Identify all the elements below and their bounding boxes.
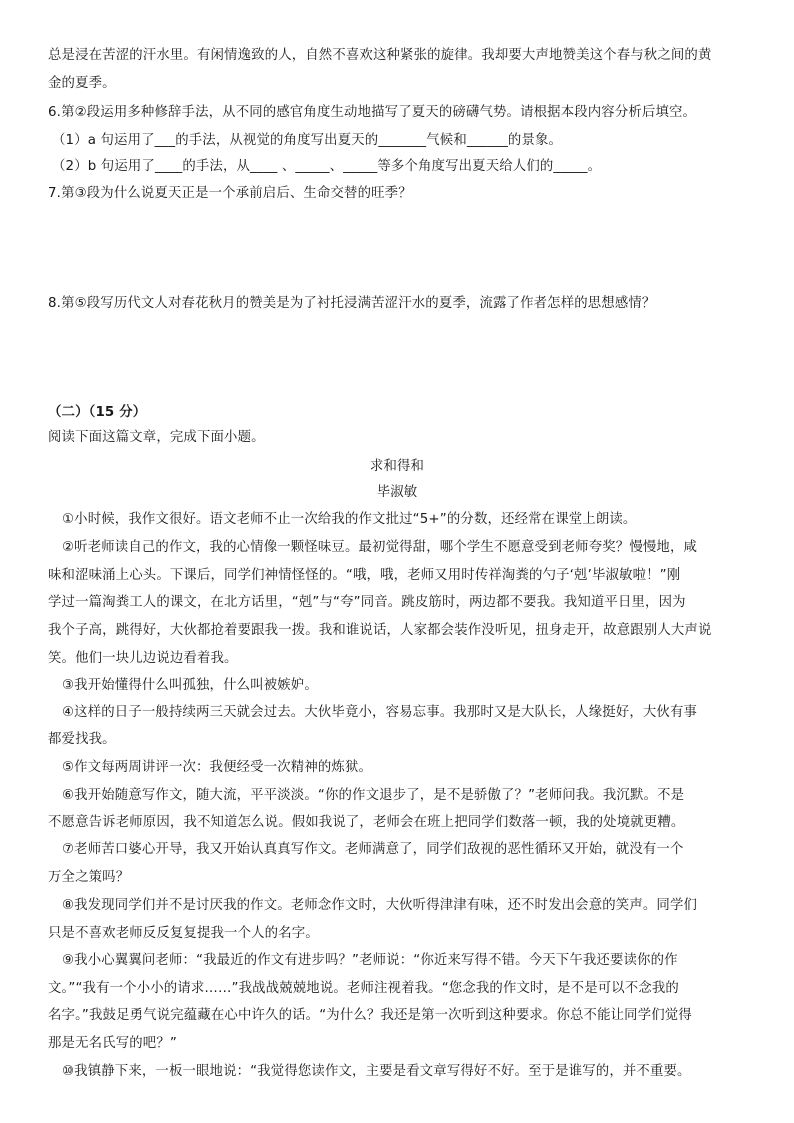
paragraph-5: ⑤作文每两周讲评一次：我便经受一次精神的炼狱。 [62,760,373,775]
question-6-part-1: （1）a 句运用了___的手法，从视觉的角度写出夏天的_______气候和______的景象。 [52,133,563,148]
paragraph-8-line: 只是不喜欢老师反反复复提我一个人的名字。 [48,926,319,941]
question-8: 8.第⑤段写历代文人对春花秋月的赞美是为了衬托浸满苦涩汗水的夏季，流露了作者怎样的思想感情？ [48,296,656,311]
article-title: 求和得和 [369,459,425,474]
paragraph-1: ①小时候，我作文很好。语文老师不止一次给我的作文批过“5+”的分数，还经常在课堂上朗读。 [62,512,637,527]
paragraph-3: ③我开始懂得什么叫孤独，什么叫被嫉妒。 [62,678,318,693]
text-line: 总是浸在苦涩的汗水里。有闲情逸致的人，自然不喜欢这种紧张的旋律。我却要大声地赞美这个春与秋之间的黄 [48,48,712,63]
paragraph-2-line: 学过一篇淘粪工人的课文，在北方话里，“剋”与“夸”同音。跳皮筋时，两边都不要我。我知道平日里，因为 [48,595,686,610]
paragraph-7: ⑦老师苦口婆心开导，我又开始认真真写作文。老师满意了，同学们敌视的恶性循环又开始，就没有一个 [62,842,684,857]
paragraph-7-line: 万全之策吗？ [48,870,130,885]
paragraph-6-line: 不愿意告诉老师原因，我不知道怎么说。假如我说了，老师会在班上把同学们数落一顿，我的处境就更糟。 [48,815,685,830]
paragraph-9-line: 文。”“我有一个小小的请求……”我战战兢兢地说。老师注视着我。“您念我的作文时，是不是可以不念我的 [48,981,679,996]
paragraph-10: ⑩我镇静下来，一板一眼地说：“我觉得您读作文，主要是看文章写得好不好。至于是谁写的，并不重要。 [62,1064,691,1079]
paragraph-2-line: 我个子高，跳得好，大伙都抢着要跟我一拨。我和谁说话，人家都会装作没听见，扭身走开，故意跟别人大声说 [48,623,712,638]
question-6: 6.第②段运用多种修辞手法，从不同的感官角度生动地描写了夏天的磅礴气势。请根据本段内容分析后填空。 [48,105,697,120]
article-author: 毕淑敏 [376,485,418,500]
paragraph-2-line: 笑。他们一块儿边说边看着我。 [48,651,238,666]
paragraph-4-line: 都爱找我。 [48,732,116,747]
paragraph-8: ⑧我发现同学们并不是讨厌我的作文。老师念作文时，大伙听得津津有味，还不时发出会意的笑声。同学们 [62,898,698,913]
instruction: 阅读下面这篇文章，完成下面小题。 [48,430,265,445]
paragraph-9-line: 名字。”我鼓足勇气说完蕴藏在心中许久的话。“为什么？我还是第一次听到这种要求。你总不能让同学们觉得 [48,1008,692,1023]
paragraph-9: ⑨我小心翼翼问老师：“我最近的作文有进步吗？”老师说：“你近来写得不错。今天下午我还要读你的作 [62,953,678,968]
paragraph-9-line: 那是无名氏写的吧？” [48,1036,177,1051]
paragraph-6: ⑥我开始随意写作文，随大流，平平淡淡。“你的作文退步了，是不是骄傲了？”老师问我。我沉默。不是 [62,788,685,803]
paragraph-4: ④这样的日子一般持续两三天就会过去。大伙毕竟小，容易忘事。我那时又是大队长，人缘挺好，大伙有事 [62,705,698,720]
question-7: 7.第③段为什么说夏天正是一个承前启后、生命交替的旺季？ [48,186,412,201]
question-6-part-2: （2）b 句运用了____的手法，从____ 、_____、_____等多个角度写出夏天给人们的_____。 [52,159,602,174]
text-line: 金的夏季。 [48,76,116,91]
paragraph-2: ②听老师读自己的作文，我的心情像一颗怪味豆。最初觉得甜，哪个学生不愿意受到老师夸奖？慢慢地，咸 [62,540,698,555]
section-heading: （二）（15 分） [48,405,147,420]
paragraph-2-line: 味和涩味涌上心头。下课后，同学们神情怪怪的。“哦，哦，老师又用时传祥淘粪的勺子‘剋’毕淑敏啦！”刚 [48,568,681,583]
